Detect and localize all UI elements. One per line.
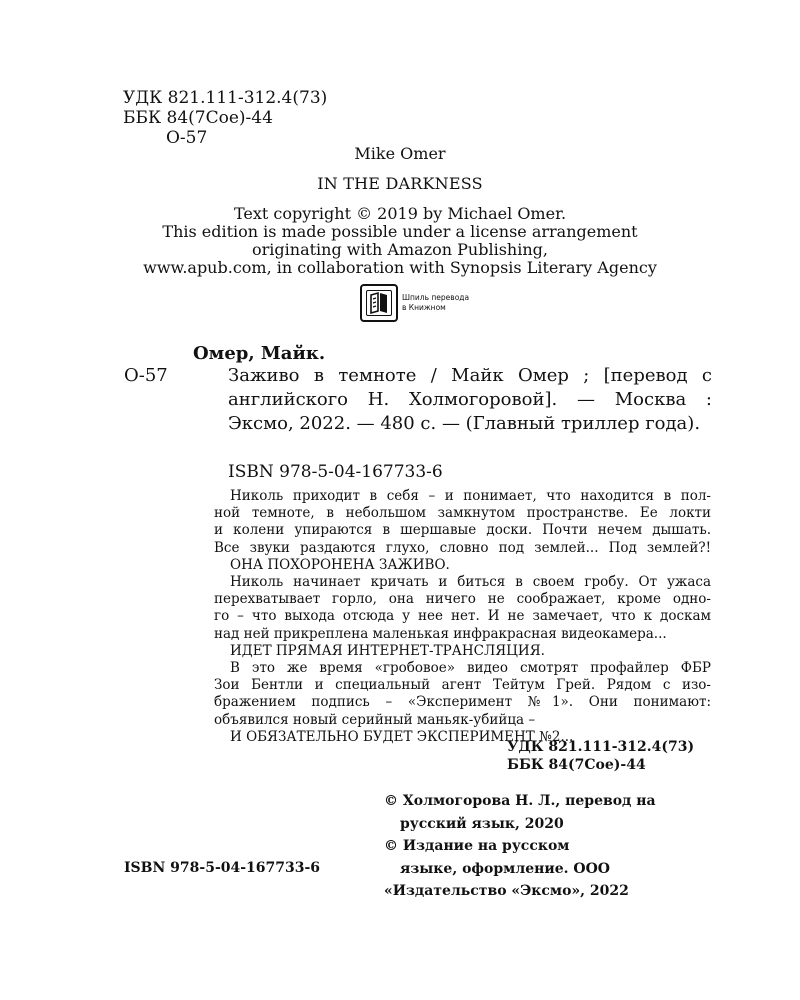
bbk-code: ББК 84(7Сое)-44 xyxy=(507,757,646,773)
annotation-line: ИДЕТ ПРЯМАЯ ИНТЕРНЕТ-ТРАНСЛЯЦИЯ. xyxy=(230,642,545,659)
annotation-line: Николь приходит в себя – и понимает, что находится в пол- xyxy=(230,488,711,504)
author-heading: Омер, Майк. xyxy=(193,343,326,364)
copyright-line: «Издательство «Эксмо», 2022 xyxy=(384,883,629,899)
license-line: www.apub.com, in collaboration with Synopsis Literary Agency xyxy=(143,258,657,277)
annotation-line: В это же время «гробовое» видео смотрят профайлер ФБР xyxy=(230,660,711,677)
annotation-line: Все звуки раздаются глухо, словно под землей... Под землей?! xyxy=(214,539,711,556)
original-title: IN THE DARKNESS xyxy=(317,174,483,193)
book-logo-icon xyxy=(360,284,398,322)
bibliographic-description: Заживо в темноте / Майк Омер ; [перевод с английского Н. Холмогоровой]. — Москва : Эксмо, 2022. — 480 с. — (Главный триллер года). xyxy=(228,365,712,434)
copyright-line: русский язык, 2020 xyxy=(400,815,564,832)
license-line: originating with Amazon Publishing, xyxy=(252,240,548,259)
annotation-line: бражением подпись – «Эксперимент №1». Они понимают: xyxy=(214,694,711,711)
annotation-line: ОНА ПОХОРОНЕНА ЗАЖИВО. xyxy=(230,556,450,573)
annotation-line: и колени упираются в шершавые доски. Почти нечем дышать. xyxy=(214,522,711,539)
annotation-line: И ОБЯЗАТЕЛЬНО БУДЕТ ЭКСПЕРИМЕНТ №2... xyxy=(230,728,574,745)
annotation-line: Зои Бентли и специальный агент Тейтум Грей. Рядом с изо- xyxy=(214,677,711,694)
license-line: Text copyright © 2019 by Michael Omer. xyxy=(233,204,567,223)
original-author: Mike Omer xyxy=(354,144,446,163)
isbn: ISBN 978-5-04-167733-6 xyxy=(228,462,443,482)
udk-code: УДК 821.111-312.4(73) xyxy=(123,88,328,108)
copyright-line: © Издание на русском xyxy=(384,838,570,854)
isbn: ISBN 978-5-04-167733-6 xyxy=(124,860,321,876)
copyright-notice xyxy=(384,790,714,903)
udk-code: УДК 821.111-312.4(73) xyxy=(507,739,695,755)
copyright-line: © Холмогорова Н. Л., перевод на xyxy=(384,793,656,809)
bbk-code: ББК 84(7Сое)-44 xyxy=(123,108,273,128)
annotation-line: объявился новый серийный маньяк-убийца – xyxy=(214,711,536,728)
annotation-line: го – что выхода отсюда у нее нет. И не замечает, что к доскам xyxy=(214,608,711,625)
license-line: This edition is made possible under a license arrangement xyxy=(162,222,638,241)
license-notice xyxy=(0,205,800,277)
annotation-line: над ней прикреплена маленькая инфракрасная видеокамера... xyxy=(214,625,667,642)
annotation-line: перехватывает горло, она ничего не соображает, кроме одно- xyxy=(214,591,711,608)
annotation-line: Николь начинает кричать и биться в своем гробу. От ужаса xyxy=(230,574,711,591)
annotation-line: ной темноте, в небольшом замкнутом пространстве. Ее локти xyxy=(214,505,711,522)
copyright-line: языке, оформление. ООО xyxy=(400,860,610,877)
cutter-number: О-57 xyxy=(166,128,208,148)
logo-caption: Шпиль перевода в Книжном xyxy=(402,293,470,312)
annotation xyxy=(214,488,711,746)
cutter-number: О-57 xyxy=(124,365,168,386)
